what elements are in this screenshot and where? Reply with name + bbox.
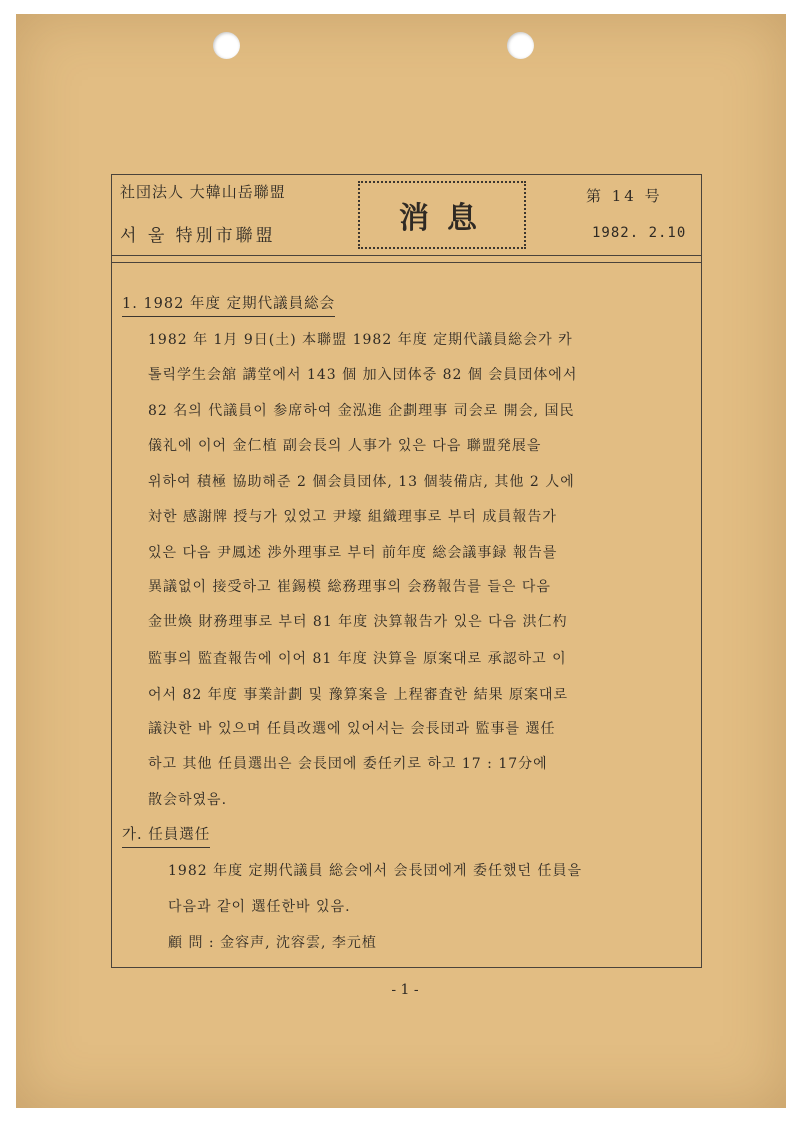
body-line: 監事의 監査報告에 이어 81 年度 決算을 原案대로 承認하고 이	[148, 651, 567, 667]
body-line: 議決한 바 있으며 任員改選에 있어서는 会長団과 監事를 選任	[148, 721, 556, 737]
body-line: 어서 82 年度 事業計劃 및 豫算案을 上程審査한 結果 原案대로	[148, 687, 569, 703]
body-line: 다음과 같이 選任한바 있음.	[168, 899, 351, 915]
body-line: 1982 年度 定期代議員 総会에서 会長団에게 委任했던 任員을	[168, 863, 582, 879]
body-line: 対한 感謝牌 授与가 있었고 尹壕 組織理事로 부터 成員報告가	[148, 509, 557, 525]
body-line: 1982 年 1月 9日(土) 本聯盟 1982 年度 定期代議員総会가 카	[148, 332, 573, 348]
org-name: 社団法人 大韓山岳聯盟	[120, 183, 286, 201]
issue-number: 第 14 号	[586, 187, 663, 205]
header-divider	[112, 262, 701, 263]
body-line: 있은 다음 尹鳳述 渉外理事로 부터 前年度 総会議事録 報告를	[148, 545, 558, 561]
binder-hole-right	[507, 32, 534, 59]
body-line: 異議없이 接受하고 崔錫模 総務理事의 会務報告를 들은 다음	[148, 579, 551, 595]
body-line: 하고 其他 任員選出은 会長団에 委任키로 하고 17 : 17分에	[148, 756, 548, 772]
newsletter-title: 消息	[399, 201, 495, 236]
newsletter-frame	[111, 174, 702, 968]
body-line: 82 名의 代議員이 参席하여 金泓進 企劃理事 司会로 開会, 国民	[148, 403, 575, 419]
section-heading: 1. 1982 年度 定期代議員総会	[122, 292, 335, 317]
body-line: 散会하였음.	[148, 792, 228, 808]
page-number: - 1 -	[391, 982, 419, 998]
binder-hole-left	[213, 32, 240, 59]
issue-date: 1982. 2.10	[592, 225, 687, 241]
org-branch: 서 울 特別市聯盟	[120, 226, 276, 246]
body-line: 톨릭学生会舘 講堂에서 143 個 加入団体중 82 個 会員団体에서	[148, 367, 578, 383]
body-line: 위하여 積極 協助해준 2 個会員団体, 13 個装備店, 其他 2 人에	[148, 474, 575, 490]
body-line: 金世煥 財務理事로 부터 81 年度 決算報告가 있은 다음 洪仁杓	[148, 614, 568, 630]
subsection-heading: 가. 任員選任	[122, 823, 210, 848]
body-line: 儀礼에 이어 金仁植 副会長의 人事가 있은 다음 聯盟発展을	[148, 438, 542, 454]
advisor-line: 顧 問 : 金容声, 沈容雲, 李元植	[168, 935, 377, 951]
title-box	[358, 181, 526, 249]
masthead	[112, 175, 701, 256]
